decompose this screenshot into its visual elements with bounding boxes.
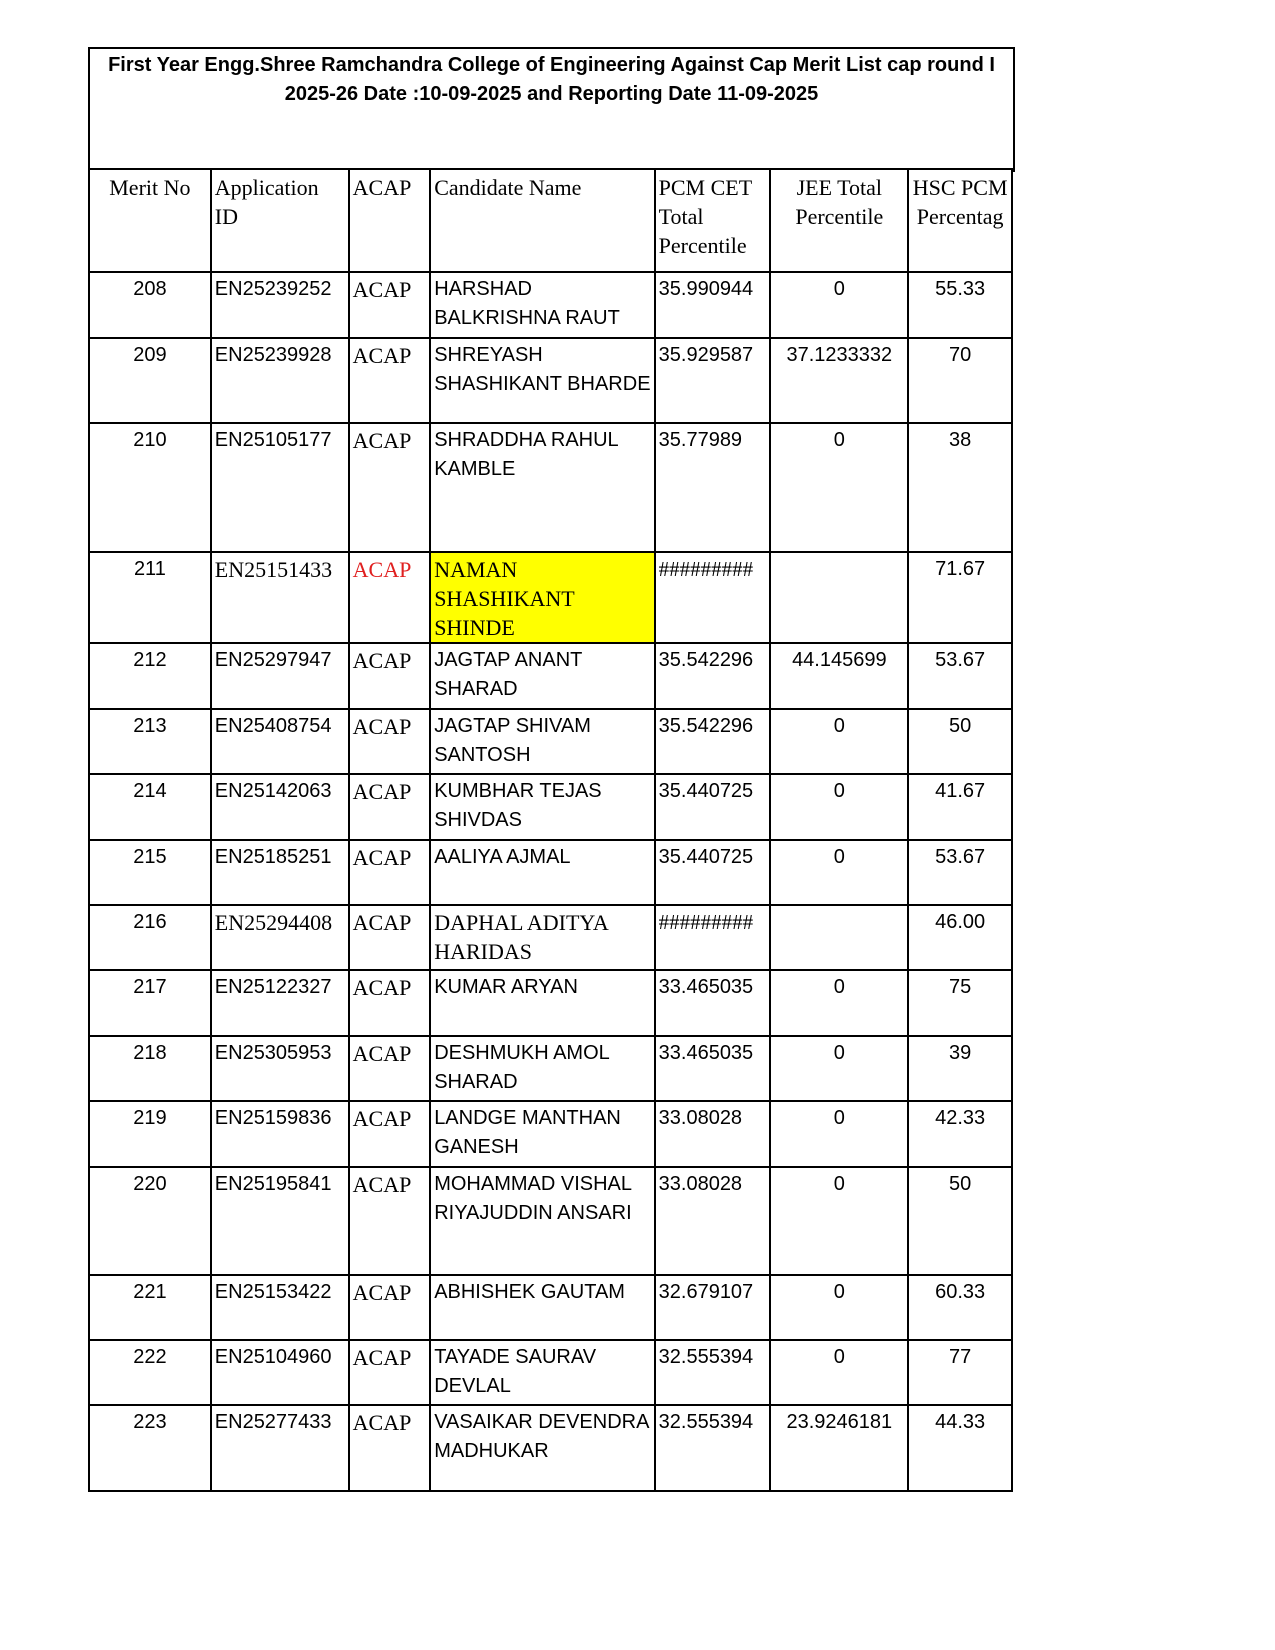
cell-hsc-pcm: 44.33 xyxy=(908,1405,1012,1491)
table-row xyxy=(89,709,1012,774)
table-row xyxy=(89,1405,1012,1491)
table-row xyxy=(89,1101,1012,1167)
cell-application-id: EN25142063 xyxy=(211,774,349,840)
cell-application-id: EN25104960 xyxy=(211,1340,349,1405)
cell-candidate-name: ABHISHEK GAUTAM xyxy=(430,1275,654,1340)
cell-application-id: EN25305953 xyxy=(211,1036,349,1101)
cell-merit-no: 214 xyxy=(89,774,211,840)
cell-application-id: EN25159836 xyxy=(211,1101,349,1167)
cell-application-id: EN25185251 xyxy=(211,840,349,905)
header-hsc-pcm: HSC PCM Percentag xyxy=(908,169,1012,272)
cell-pcm-cet: 33.465035 xyxy=(655,970,771,1036)
table-row xyxy=(89,840,1012,905)
cell-hsc-pcm: 70 xyxy=(908,338,1012,423)
document-title xyxy=(88,47,1015,172)
cell-application-id: EN25239928 xyxy=(211,338,349,423)
cell-jee-total: 0 xyxy=(770,272,908,338)
cell-merit-no: 220 xyxy=(89,1167,211,1275)
cell-pcm-cet: 35.929587 xyxy=(655,338,771,423)
cell-acap: ACAP xyxy=(349,1340,431,1405)
cell-acap: ACAP xyxy=(349,338,431,423)
cell-merit-no: 209 xyxy=(89,338,211,423)
cell-pcm-cet: 32.679107 xyxy=(655,1275,771,1340)
table-row xyxy=(89,643,1012,709)
cell-merit-no: 221 xyxy=(89,1275,211,1340)
cell-acap: ACAP xyxy=(349,423,431,552)
table-row xyxy=(89,905,1012,970)
cell-candidate-name: SHRADDHA RAHUL KAMBLE xyxy=(430,423,654,552)
cell-application-id: EN25153422 xyxy=(211,1275,349,1340)
cell-jee-total: 0 xyxy=(770,970,908,1036)
cell-pcm-cet: 35.990944 xyxy=(655,272,771,338)
header-acap: ACAP xyxy=(349,169,431,272)
header-jee-total: JEE Total Percentile xyxy=(770,169,908,272)
cell-candidate-name: LANDGE MANTHAN GANESH xyxy=(430,1101,654,1167)
cell-jee-total: 0 xyxy=(770,1340,908,1405)
cell-candidate-name: TAYADE SAURAV DEVLAL xyxy=(430,1340,654,1405)
cell-pcm-cet: 35.542296 xyxy=(655,643,771,709)
cell-hsc-pcm: 46.00 xyxy=(908,905,1012,970)
cell-jee-total: 44.145699 xyxy=(770,643,908,709)
cell-acap: ACAP xyxy=(349,840,431,905)
cell-jee-total: 0 xyxy=(770,840,908,905)
cell-jee-total: 0 xyxy=(770,1036,908,1101)
cell-candidate-name: SHREYASH SHASHIKANT BHARDE xyxy=(430,338,654,423)
cell-hsc-pcm: 50 xyxy=(908,709,1012,774)
table-row xyxy=(89,774,1012,840)
cell-candidate-name: KUMBHAR TEJAS SHIVDAS xyxy=(430,774,654,840)
cell-acap: ACAP xyxy=(349,272,431,338)
cell-acap: ACAP xyxy=(349,709,431,774)
title-line-1: First Year Engg.Shree Ramchandra College of Engineering Against Cap Merit List cap round I xyxy=(108,54,995,76)
cell-hsc-pcm: 42.33 xyxy=(908,1101,1012,1167)
cell-jee-total xyxy=(770,552,908,643)
cell-pcm-cet: 33.465035 xyxy=(655,1036,771,1101)
cell-application-id: EN25408754 xyxy=(211,709,349,774)
table-row xyxy=(89,1167,1012,1275)
cell-application-id: EN25277433 xyxy=(211,1405,349,1491)
cell-application-id: EN25151433 xyxy=(211,552,349,643)
cell-pcm-cet: ######### xyxy=(655,552,771,643)
table-row xyxy=(89,1275,1012,1340)
cell-hsc-pcm: 55.33 xyxy=(908,272,1012,338)
cell-pcm-cet: ######### xyxy=(655,905,771,970)
merit-list-sheet xyxy=(88,47,1013,1517)
cell-merit-no: 212 xyxy=(89,643,211,709)
cell-hsc-pcm: 77 xyxy=(908,1340,1012,1405)
cell-application-id: EN25105177 xyxy=(211,423,349,552)
table-header-row xyxy=(89,169,1012,272)
cell-pcm-cet: 32.555394 xyxy=(655,1405,771,1491)
cell-merit-no: 217 xyxy=(89,970,211,1036)
cell-acap: ACAP xyxy=(349,643,431,709)
cell-candidate-name: DAPHAL ADITYA HARIDAS xyxy=(430,905,654,970)
header-merit-no: Merit No xyxy=(89,169,211,272)
cell-jee-total: 37.1233332 xyxy=(770,338,908,423)
cell-merit-no: 216 xyxy=(89,905,211,970)
cell-jee-total: 0 xyxy=(770,1167,908,1275)
cell-acap: ACAP xyxy=(349,970,431,1036)
cell-merit-no: 218 xyxy=(89,1036,211,1101)
table-row xyxy=(89,552,1012,643)
cell-merit-no: 223 xyxy=(89,1405,211,1491)
cell-hsc-pcm: 53.67 xyxy=(908,643,1012,709)
table-row xyxy=(89,1340,1012,1405)
cell-application-id: EN25195841 xyxy=(211,1167,349,1275)
cell-jee-total: 0 xyxy=(770,774,908,840)
cell-hsc-pcm: 41.67 xyxy=(908,774,1012,840)
header-candidate-name: Candidate Name xyxy=(430,169,654,272)
cell-candidate-name: NAMAN SHASHIKANT SHINDE xyxy=(430,552,654,643)
cell-application-id: EN25294408 xyxy=(211,905,349,970)
table-row xyxy=(89,1036,1012,1101)
cell-candidate-name: KUMAR ARYAN xyxy=(430,970,654,1036)
cell-merit-no: 222 xyxy=(89,1340,211,1405)
cell-application-id: EN25297947 xyxy=(211,643,349,709)
cell-acap: ACAP xyxy=(349,905,431,970)
header-application-id: Application ID xyxy=(211,169,349,272)
cell-hsc-pcm: 50 xyxy=(908,1167,1012,1275)
cell-acap: ACAP xyxy=(349,774,431,840)
cell-candidate-name: JAGTAP ANANT SHARAD xyxy=(430,643,654,709)
cell-pcm-cet: 33.08028 xyxy=(655,1167,771,1275)
cell-pcm-cet: 35.440725 xyxy=(655,840,771,905)
cell-jee-total: 0 xyxy=(770,709,908,774)
cell-candidate-name: AALIYA AJMAL xyxy=(430,840,654,905)
title-line-2: 2025-26 Date :10-09-2025 and Reporting Date 11-09-2025 xyxy=(284,83,819,105)
cell-merit-no: 215 xyxy=(89,840,211,905)
cell-pcm-cet: 33.08028 xyxy=(655,1101,771,1167)
cell-candidate-name: MOHAMMAD VISHAL RIYAJUDDIN ANSARI xyxy=(430,1167,654,1275)
cell-merit-no: 208 xyxy=(89,272,211,338)
cell-application-id: EN25239252 xyxy=(211,272,349,338)
cell-acap: ACAP xyxy=(349,1405,431,1491)
cell-jee-total: 0 xyxy=(770,1101,908,1167)
cell-hsc-pcm: 38 xyxy=(908,423,1012,552)
cell-pcm-cet: 35.542296 xyxy=(655,709,771,774)
cell-acap: ACAP xyxy=(349,1167,431,1275)
cell-hsc-pcm: 60.33 xyxy=(908,1275,1012,1340)
cell-merit-no: 210 xyxy=(89,423,211,552)
cell-jee-total: 0 xyxy=(770,1275,908,1340)
cell-hsc-pcm: 75 xyxy=(908,970,1012,1036)
table-row xyxy=(89,272,1012,338)
cell-candidate-name: JAGTAP SHIVAM SANTOSH xyxy=(430,709,654,774)
cell-candidate-name: HARSHAD BALKRISHNA RAUT xyxy=(430,272,654,338)
cell-hsc-pcm: 71.67 xyxy=(908,552,1012,643)
cell-jee-total xyxy=(770,905,908,970)
cell-jee-total: 23.9246181 xyxy=(770,1405,908,1491)
cell-acap: ACAP xyxy=(349,1101,431,1167)
cell-pcm-cet: 35.77989 xyxy=(655,423,771,552)
table-row xyxy=(89,970,1012,1036)
cell-hsc-pcm: 39 xyxy=(908,1036,1012,1101)
cell-candidate-name: VASAIKAR DEVENDRA MADHUKAR xyxy=(430,1405,654,1491)
cell-acap: ACAP xyxy=(349,1036,431,1101)
table-row xyxy=(89,423,1012,552)
cell-merit-no: 213 xyxy=(89,709,211,774)
cell-acap: ACAP xyxy=(349,552,431,643)
cell-candidate-name: DESHMUKH AMOL SHARAD xyxy=(430,1036,654,1101)
cell-jee-total: 0 xyxy=(770,423,908,552)
cell-merit-no: 219 xyxy=(89,1101,211,1167)
cell-hsc-pcm: 53.67 xyxy=(908,840,1012,905)
cell-pcm-cet: 35.440725 xyxy=(655,774,771,840)
cell-acap: ACAP xyxy=(349,1275,431,1340)
merit-table xyxy=(88,168,1013,1492)
cell-merit-no: 211 xyxy=(89,552,211,643)
cell-application-id: EN25122327 xyxy=(211,970,349,1036)
cell-pcm-cet: 32.555394 xyxy=(655,1340,771,1405)
header-pcm-cet: PCM CET Total Percentile xyxy=(655,169,771,272)
table-row xyxy=(89,338,1012,423)
